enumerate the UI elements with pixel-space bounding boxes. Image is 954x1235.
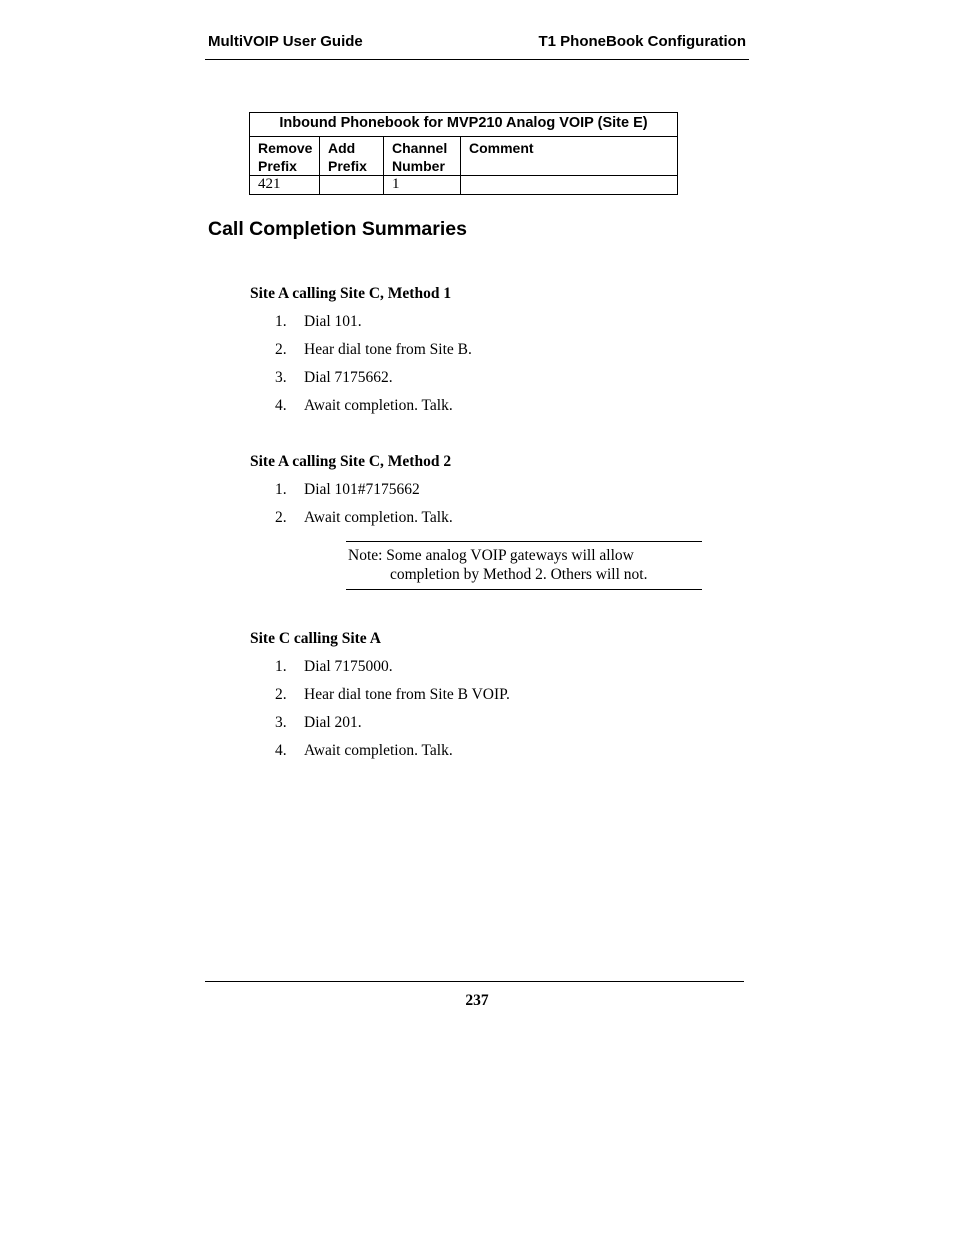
step-number: 1. xyxy=(275,313,287,330)
list-item xyxy=(0,509,954,529)
cell-add-prefix xyxy=(320,176,384,195)
cell-channel-number: 1 xyxy=(384,176,461,195)
column-header-add-prefix: Add Prefix xyxy=(320,137,384,176)
list-item xyxy=(0,658,954,678)
step-text: Hear dial tone from Site B VOIP. xyxy=(304,686,510,703)
cell-remove-prefix: 421 xyxy=(250,176,320,195)
list-item xyxy=(0,742,954,762)
list-item xyxy=(0,397,954,417)
list-item xyxy=(0,714,954,734)
note-text-continued: completion by Method 2. Others will not. xyxy=(390,566,648,583)
step-number: 3. xyxy=(275,369,287,386)
column-header-channel-number: Channel Number xyxy=(384,137,461,176)
step-number: 2. xyxy=(275,686,287,703)
column-header-comment: Comment xyxy=(461,137,678,176)
column-header-remove-prefix: Remove Prefix xyxy=(250,137,320,176)
step-text: Dial 101. xyxy=(304,313,362,330)
table-row xyxy=(250,176,678,195)
page-number: 237 xyxy=(465,992,489,1009)
page-header-left: MultiVOIP User Guide xyxy=(208,33,363,50)
procedure-title: Site C calling Site A xyxy=(250,630,381,647)
table-caption: Inbound Phonebook for MVP210 Analog VOIP (Site E) xyxy=(250,113,678,137)
table-header-row xyxy=(250,137,678,176)
step-text: Await completion. Talk. xyxy=(304,742,453,759)
step-text: Dial 201. xyxy=(304,714,362,731)
list-item xyxy=(0,341,954,361)
section-title: Call Completion Summaries xyxy=(208,218,467,240)
procedure-title: Site A calling Site C, Method 1 xyxy=(250,285,452,302)
step-number: 2. xyxy=(275,341,287,358)
step-number: 2. xyxy=(275,509,287,526)
list-item xyxy=(0,481,954,501)
step-text: Dial 7175662. xyxy=(304,369,393,386)
step-number: 1. xyxy=(275,658,287,675)
step-text: Dial 7175000. xyxy=(304,658,393,675)
inbound-phonebook-table xyxy=(249,112,678,195)
list-item xyxy=(0,686,954,706)
step-text: Await completion. Talk. xyxy=(304,509,453,526)
step-text: Dial 101#7175662 xyxy=(304,481,420,498)
note-text: Note: Some analog VOIP gateways will allow xyxy=(348,547,634,564)
list-item xyxy=(0,313,954,333)
step-number: 1. xyxy=(275,481,287,498)
page-header-right: T1 PhoneBook Configuration xyxy=(538,33,746,50)
footer-rule xyxy=(205,981,744,982)
step-number: 4. xyxy=(275,397,287,414)
step-text: Hear dial tone from Site B. xyxy=(304,341,472,358)
cell-comment xyxy=(461,176,678,195)
procedure-title: Site A calling Site C, Method 2 xyxy=(250,453,452,470)
table-caption-row xyxy=(250,113,678,137)
header-rule xyxy=(205,59,749,60)
list-item xyxy=(0,369,954,389)
note-box xyxy=(346,541,702,590)
step-number: 4. xyxy=(275,742,287,759)
step-text: Await completion. Talk. xyxy=(304,397,453,414)
step-number: 3. xyxy=(275,714,287,731)
